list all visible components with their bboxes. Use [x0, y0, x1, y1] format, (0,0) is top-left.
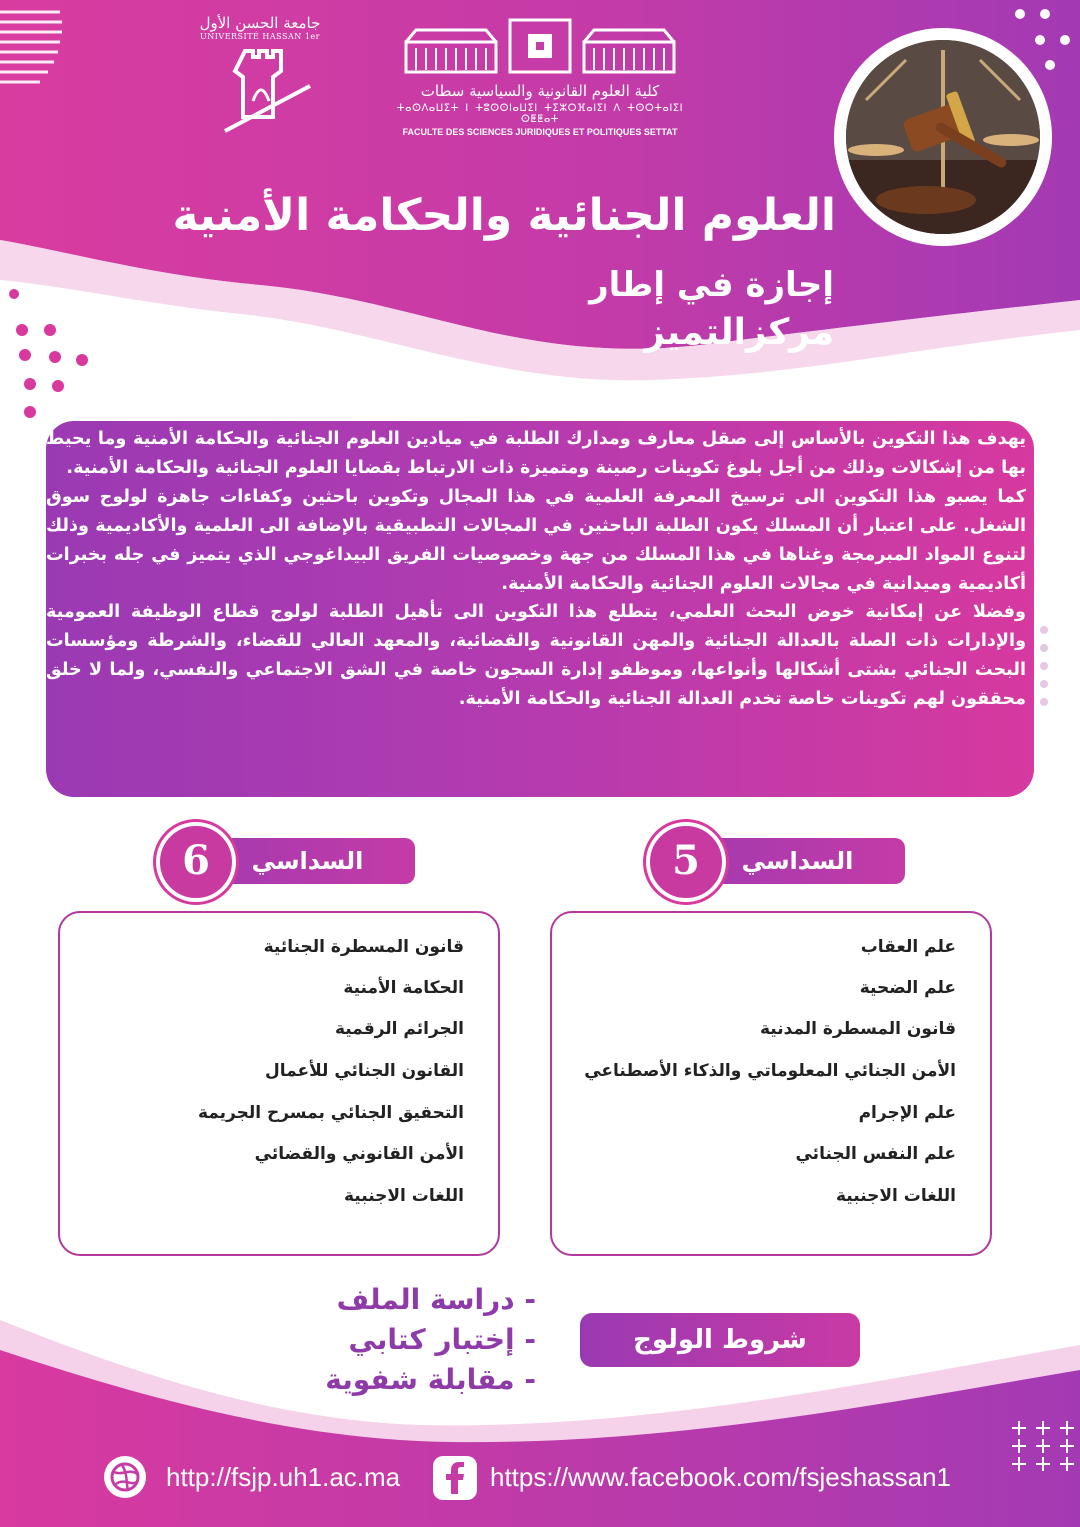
semester-6-courses-box: [58, 911, 500, 1256]
course-item: الحكامة الأمنية: [343, 978, 464, 998]
globe-icon: [104, 1456, 146, 1498]
faculty-logo: [395, 14, 685, 144]
course-item: اللغات الاجنبية: [836, 1186, 956, 1206]
access-condition-item: - دراسة الملف: [336, 1283, 536, 1316]
faculty-name-tifinagh: ⵜⴰⵙⴷⴰⵡⵉⵜ ⵏ ⵜⵓⵙⵙⵏⴰⵡⵉⵏ ⵜⵉⵣⵔⴼⴰⵏⵉⵏ ⴷ ⵜⵙⵔⵜⴰⵏⵉⵏ ⵙⵟⵟⴰⵜ: [396, 103, 684, 125]
description-text: [46, 425, 1026, 714]
facebook-icon: [433, 1456, 477, 1500]
facebook-link[interactable]: https://www.facebook.com/fsjeshassan1: [490, 1462, 952, 1492]
gavel-icon: [846, 40, 1040, 234]
course-item: اللغات الاجنبية: [344, 1186, 464, 1206]
faculty-name-fr: FACULTE DES SCIENCES JURIDIQUES ET POLITIQUES SETTAT: [402, 127, 678, 137]
course-item: الأمن القانوني والقضائي: [254, 1144, 464, 1164]
subtitle-line1: إجازة في إطار: [589, 265, 834, 305]
university-logo: [190, 10, 330, 160]
page-title: العلوم الجنائية والحكامة الأمنية: [172, 190, 836, 241]
course-item: علم العقاب: [860, 937, 956, 957]
side-dots-decoration: [1036, 620, 1066, 710]
course-item: الجرائم الرقمية: [334, 1019, 464, 1039]
course-item: الأمن الجنائي المعلوماتي والذكاء الأصطناعي: [584, 1061, 956, 1081]
subtitle-line2: مركزالتميز: [644, 312, 834, 353]
description-box: [46, 421, 1034, 797]
university-name-fr: UNIVERSITÉ HASSAN 1er: [200, 32, 320, 41]
course-item: قانون المسطرة المدنية: [759, 1019, 956, 1039]
access-conditions-label: شروط الولوج: [580, 1313, 860, 1367]
access-condition-item: - إختبار كتابي: [348, 1323, 536, 1356]
university-name-ar: جامعة الحسن الأول: [199, 14, 321, 32]
course-item: القانون الجنائي للأعمال: [264, 1061, 464, 1081]
semester-5-courses-box: [550, 911, 992, 1256]
semester-6-number: 6: [156, 822, 236, 902]
faculty-name-ar: كلية العلوم القانونية والسياسية سطات: [420, 82, 660, 100]
description-paragraph-1: يهدف هذا التكوين بالأساس إلى صقل معارف ومدارك الطلبة في ميادين العلوم الجنائية والحكامة الأمنية وما يحيط بها من إشكالات وذلك من أجل بلوغ تكوينات رصينة ومتميزة ذات الارتباط بقضايا العلوم الجنائية والحكامة الأمنية.: [46, 429, 1026, 478]
description-paragraph-2: كما يصبو هذا التكوين الى ترسيخ المعرفة العلمية في هذا المجال وتكوين باحثين وكفاءات جاهزة لولوج سوق الشغل. على اعتبار أن المسلك يكون الطلبة الباحثين في المجالات التطبيقية بالإضافة الى العلمية والأكاديمية وذلك لتنوع المواد المبرمجة وغناها في هذا المسلك من جهة وخصوصيات الفريق البيداغوجي الذي يتميز في جله بخبرات أكاديمية وميدانية في مجالات العلوم الجنائية والحكامة الأمنية.: [46, 486, 1026, 594]
website-link[interactable]: http://fsjp.uh1.ac.ma: [166, 1462, 401, 1492]
description-paragraph-3: وفضلا عن إمكانية خوض البحث العلمي، يتطلع هذا التكوين الى تأهيل الطلبة لولوج قطاع الوظيفة العمومية والإدارات ذات الصلة بالعدالة الجنائية والمهن القانونية والقضائية، والمعهد العالي للقضاء، والشرطة ومؤسسات البحث الجنائي بشتى أشكالها وأنواعها، وموظفو إدارة السجون خاصة في الشق الاجتماعي والنفسي، ولما لا خلق محققون لهم تكوينات خاصة تخدم العدالة الجنائية والحكامة الأمنية.: [46, 602, 1026, 710]
course-item: قانون المسطرة الجنائية: [263, 937, 464, 957]
semester-5-number: 5: [646, 822, 726, 902]
course-item: علم الإجرام: [858, 1103, 956, 1123]
course-item: علم الضحية: [859, 978, 956, 998]
tower-emblem-icon: [205, 41, 315, 136]
access-condition-item: - مقابلة شفوية: [325, 1363, 536, 1396]
semester-6-label: السداسي: [200, 838, 415, 884]
course-item: التحقيق الجنائي بمسرح الجريمة: [197, 1103, 464, 1123]
course-item: علم النفس الجنائي: [795, 1144, 956, 1164]
gavel-photo: [834, 28, 1052, 246]
semester-5-label: السداسي: [690, 838, 905, 884]
faculty-building-icon: [400, 14, 680, 76]
